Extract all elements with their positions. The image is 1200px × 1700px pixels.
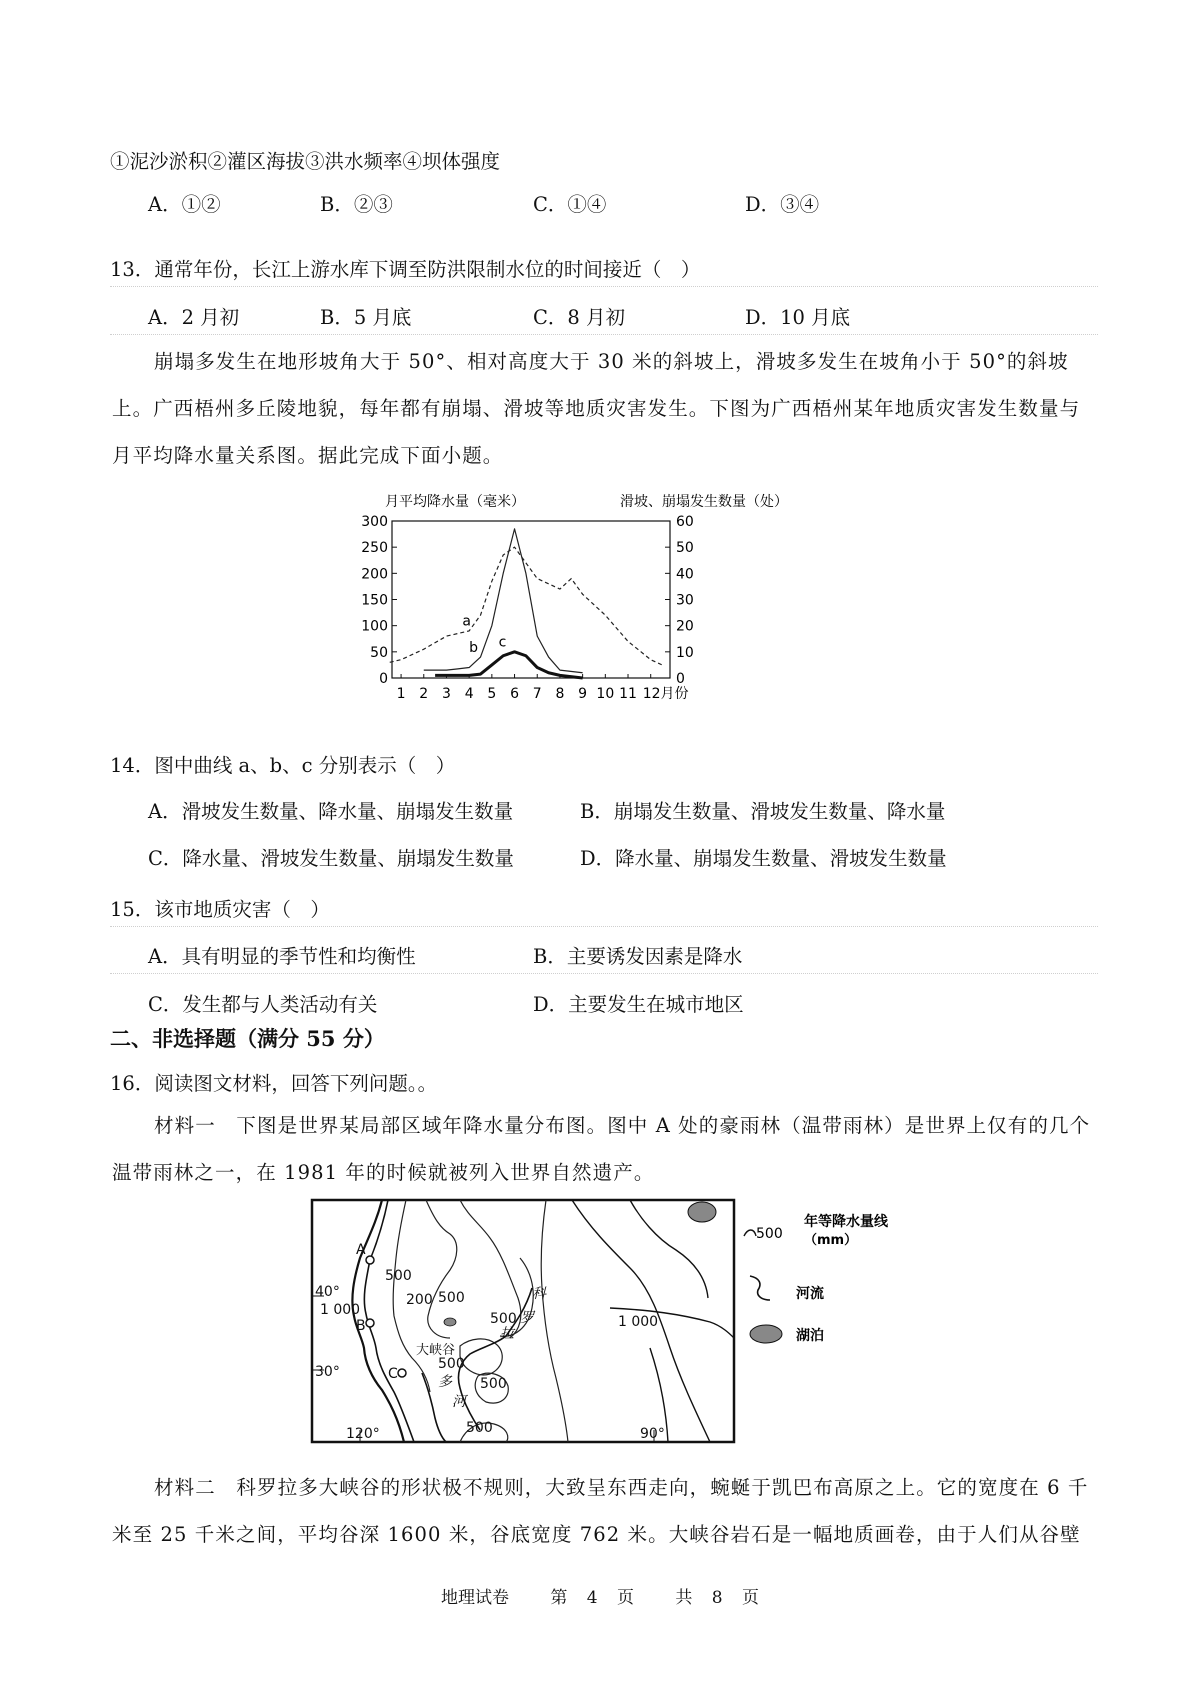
left-tick-label: 300 xyxy=(361,514,388,530)
x-tick-label: 10 xyxy=(596,686,615,702)
q12-option-b[interactable]: B．②③ xyxy=(320,193,393,216)
legend-isohyet-unit: （mm） xyxy=(804,1233,858,1248)
legend-isohyet-symbol xyxy=(744,1230,756,1236)
isohyet-label-500: 500 xyxy=(438,1290,465,1306)
lake-icon xyxy=(688,1202,716,1222)
series-line-a xyxy=(390,547,662,665)
footer-subject: 地理试卷 xyxy=(440,1588,509,1608)
isohyet-label-500: 500 xyxy=(438,1356,465,1372)
river-label-he: 河 xyxy=(452,1394,466,1410)
point-a-label: A xyxy=(356,1242,366,1258)
right-tick-label: 50 xyxy=(676,540,694,557)
right-tick-label: 20 xyxy=(676,618,694,635)
right-tick-label: 60 xyxy=(676,514,694,530)
left-tick-label: 100 xyxy=(361,618,388,635)
left-tick-label: 250 xyxy=(361,540,388,557)
x-tick-label: 4 xyxy=(464,686,474,702)
footer-total: 共 8 页 xyxy=(675,1588,760,1608)
q14-option-a[interactable]: A．滑坡发生数量、降水量、崩塌发生数量 xyxy=(148,800,514,823)
page-footer xyxy=(0,1583,1200,1608)
x-tick-label: 9 xyxy=(578,686,588,702)
q13-option-c[interactable]: C．8 月初 xyxy=(533,306,626,329)
x-tick-label: 5 xyxy=(487,686,497,702)
q13-option-b[interactable]: B．5 月底 xyxy=(320,306,412,329)
isohyet-label-500: 500 xyxy=(480,1376,507,1392)
river-label-luo: 罗 xyxy=(520,1310,534,1326)
x-tick-label: 12月份 xyxy=(642,686,689,702)
point-c-label: C xyxy=(388,1366,398,1382)
q16-material-2: 材料二 科罗拉多大峡谷的形状极不规则，大致呈东西走向，蜿蜒于凯巴布高原之上。它的宽度在 6 千米至 25 千米之间，平均谷深 1600 米，谷底宽度 762 米。大峡谷岩石是一幅地质画卷，由于人们从谷壁 xyxy=(112,1476,1089,1546)
x-tick-label: 7 xyxy=(532,686,542,702)
q14-option-c[interactable]: C．降水量、滑坡发生数量、崩塌发生数量 xyxy=(148,847,514,870)
q15-option-a[interactable]: A．具有明显的季节性和均衡性 xyxy=(148,945,416,968)
left-tick-label: 150 xyxy=(361,592,388,609)
q12-items: ①泥沙淤积②灌区海拔③洪水频率④坝体强度 xyxy=(110,150,501,173)
river-label-la: 拉 xyxy=(500,1326,514,1342)
right-tick-label: 10 xyxy=(676,644,694,661)
q14-option-d[interactable]: D．降水量、崩塌发生数量、滑坡发生数量 xyxy=(580,847,947,870)
legend-river-symbol xyxy=(750,1276,770,1300)
legend-isohyet-title: 年等降水量线 xyxy=(804,1214,888,1230)
q16-material-1: 材料一 下图是世界某局部区域年降水量分布图。图中 A 处的豪雨林（温带雨林）是世界上仅有的几个温带雨林之一，在 1981 年的时候就被列入世界自然遗产。 xyxy=(112,1114,1091,1184)
q12-option-d[interactable]: D．③④ xyxy=(745,193,820,216)
rainfall-disaster-chart xyxy=(360,488,840,728)
lon-120-label: 120° xyxy=(346,1426,380,1442)
lat-40-label: 40° xyxy=(315,1284,340,1300)
isohyet-label-500: 500 xyxy=(490,1311,517,1327)
legend-isohyet-value: 500 xyxy=(756,1226,783,1242)
series-line-c xyxy=(435,652,583,678)
q13-stem: 13．通常年份，长江上游水库下调至防洪限制水位的时间接近（ ） xyxy=(110,258,701,281)
left-tick-label: 0 xyxy=(379,671,388,687)
q13-option-a[interactable]: A．2 月初 xyxy=(148,306,240,329)
isohyet-label-1000: 1 000 xyxy=(618,1314,659,1330)
x-tick-label: 1 xyxy=(396,686,406,702)
series-label-c: c xyxy=(498,634,507,651)
q15-option-b[interactable]: B．主要诱发因素是降水 xyxy=(533,945,743,968)
point-a-marker xyxy=(366,1256,374,1264)
q12-option-a[interactable]: A．①② xyxy=(148,193,221,216)
q15-option-d[interactable]: D．主要发生在城市地区 xyxy=(533,993,744,1016)
lon-90-label: 90° xyxy=(640,1426,665,1442)
river-label-duo: 多 xyxy=(438,1374,452,1390)
left-tick-label: 200 xyxy=(361,566,388,583)
legend-river-label: 河流 xyxy=(796,1286,824,1302)
q12-option-c[interactable]: C．①④ xyxy=(533,193,607,216)
lake-icon xyxy=(444,1318,456,1326)
section-heading: 二、非选择题（满分 55 分） xyxy=(110,1026,385,1051)
passage-landslide: 崩塌多发生在地形坡角大于 50°、相对高度大于 30 米的斜坡上，滑坡多发生在坡角小于 50°的斜坡上。广西梧州多丘陵地貌，每年都有崩塌、滑坡等地质灾害发生。下图为广西梧州某年地质灾害发生数量与月平均降水量关系图。据此完成下面小题。 xyxy=(112,350,1081,467)
series-label-b: b xyxy=(469,639,479,656)
x-tick-label: 11 xyxy=(619,686,637,702)
dotted-separator xyxy=(110,926,1098,927)
right-axis-title: 滑坡、崩塌发生数量（处） xyxy=(620,494,788,510)
q14-stem: 14．图中曲线 a、b、c 分别表示（ ） xyxy=(110,754,456,777)
legend-lake-label: 湖泊 xyxy=(796,1328,824,1344)
q15-stem: 15．该市地质灾害（ ） xyxy=(110,898,330,921)
point-b-label: B xyxy=(356,1318,366,1334)
dotted-separator xyxy=(110,286,1098,287)
footer-page: 第 4 页 xyxy=(550,1588,634,1608)
river-label-ke: 科 xyxy=(532,1286,546,1302)
left-axis-title: 月平均降水量（毫米） xyxy=(385,494,525,510)
isohyet-label-500: 500 xyxy=(466,1420,493,1436)
q14-option-b[interactable]: B．崩塌发生数量、滑坡发生数量、降水量 xyxy=(580,800,946,823)
series-line-b xyxy=(424,529,583,673)
isohyet-label-1000: 1 000 xyxy=(320,1302,361,1318)
dotted-separator xyxy=(110,973,1098,974)
isohyet-label-200: 200 xyxy=(406,1292,433,1308)
chart-ticks xyxy=(361,514,694,702)
lat-30-label: 30° xyxy=(315,1364,340,1380)
point-c-marker xyxy=(398,1369,406,1377)
left-tick-label: 50 xyxy=(370,644,388,661)
x-tick-label: 2 xyxy=(419,686,429,702)
legend-lake-symbol xyxy=(750,1325,782,1343)
isohyet-label-500: 500 xyxy=(385,1268,412,1284)
q13-option-d[interactable]: D．10 月底 xyxy=(745,306,851,329)
canyon-label: 大峡谷 xyxy=(416,1343,456,1358)
right-tick-label: 40 xyxy=(676,566,694,583)
x-tick-label: 6 xyxy=(510,686,520,702)
x-tick-label: 3 xyxy=(442,686,451,702)
chart-series xyxy=(390,529,662,678)
right-tick-label: 30 xyxy=(676,592,694,609)
precipitation-map xyxy=(310,1198,920,1448)
x-tick-label: 8 xyxy=(555,686,565,702)
point-b-marker xyxy=(366,1319,374,1327)
series-label-a: a xyxy=(462,613,471,630)
dotted-separator xyxy=(110,334,1098,335)
q15-option-c[interactable]: C．发生都与人类活动有关 xyxy=(148,993,378,1016)
q16-stem: 16．阅读图文材料，回答下列问题。。 xyxy=(110,1072,438,1095)
right-tick-label: 0 xyxy=(676,671,685,687)
